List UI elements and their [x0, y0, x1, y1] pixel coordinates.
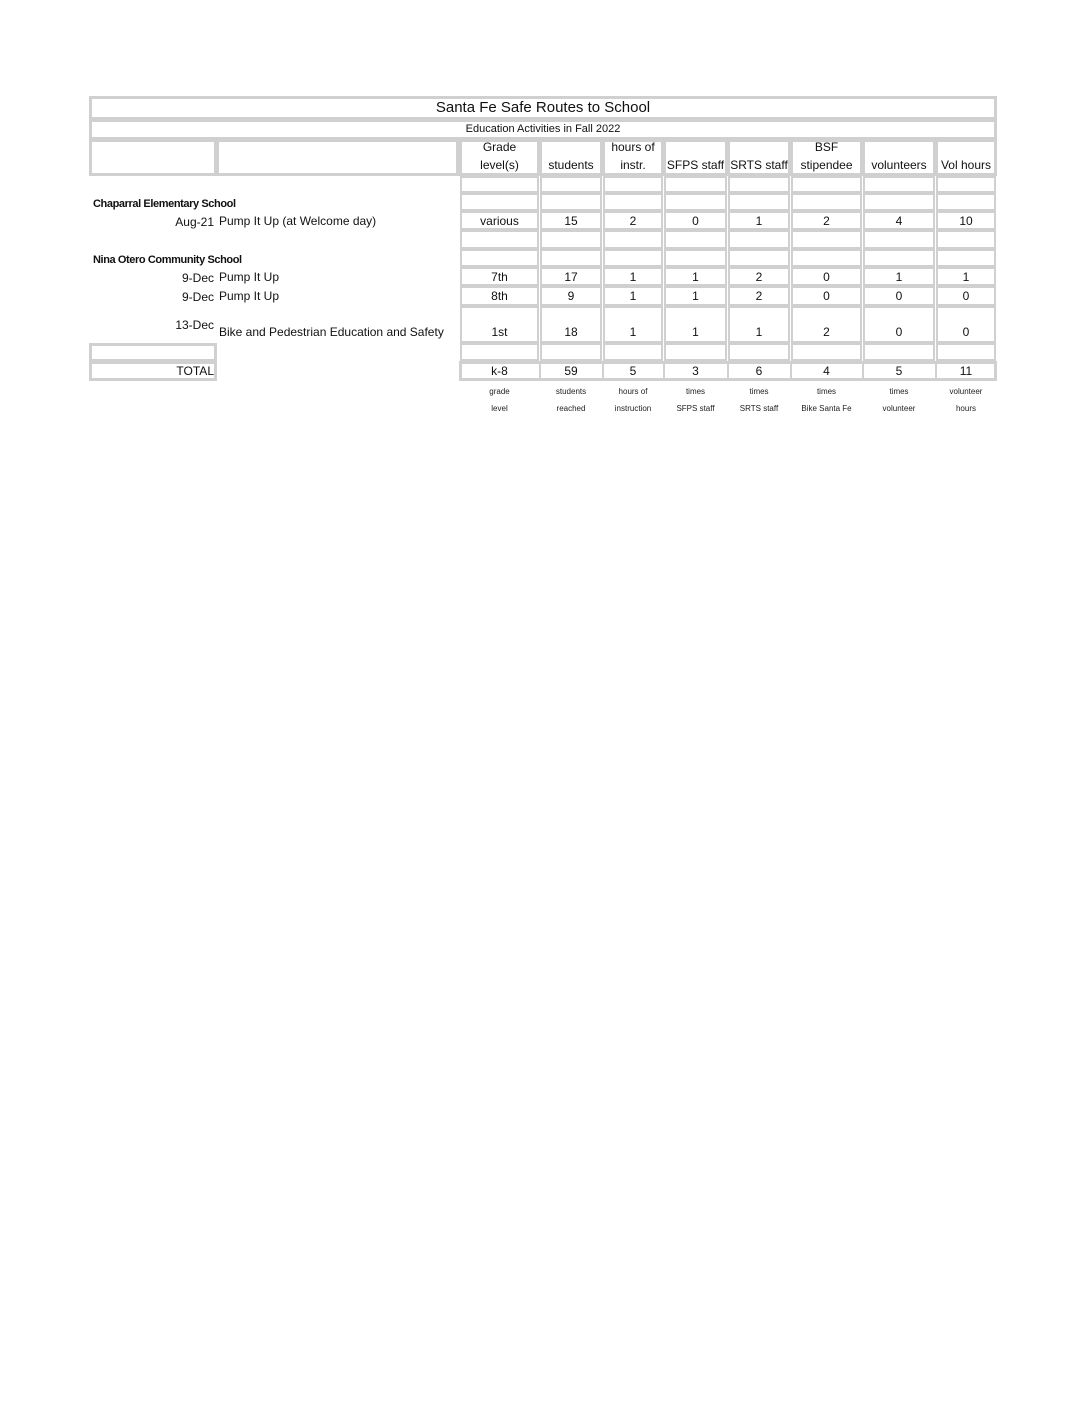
- footer-note-line2: SRTS staff: [739, 404, 779, 413]
- row-activity: Pump It Up: [219, 289, 280, 303]
- header-grade-line2: level(s): [480, 158, 519, 172]
- row-hours: 1: [629, 289, 637, 303]
- footer-note-line2: SFPS staff: [676, 404, 715, 413]
- row-grade: 8th: [491, 289, 508, 303]
- school-name-chaparral: Chaparral Elementary School: [93, 198, 236, 210]
- header-grade-line1: Grade: [482, 140, 517, 154]
- row-sfps: 1: [692, 270, 699, 284]
- header-sfps: SFPS staff: [666, 158, 725, 172]
- total-label: TOTAL: [176, 364, 214, 378]
- row-date: 9-Dec: [181, 290, 214, 304]
- row-volunteers: 0: [895, 289, 903, 303]
- footer-note-line2: instruction: [614, 404, 652, 413]
- row-sfps: 1: [692, 325, 699, 339]
- footer-note-line1: students: [555, 387, 587, 396]
- total-volunteers: 5: [895, 364, 903, 378]
- total-bsf: 4: [823, 364, 830, 378]
- header-cell-date: [89, 139, 217, 176]
- header-vol-hours: Vol hours: [940, 158, 992, 172]
- page-subtitle: Education Activities in Fall 2022: [465, 123, 621, 135]
- header-cell-activity: [216, 139, 459, 176]
- row-hours: 1: [629, 270, 637, 284]
- row-students: 9: [567, 289, 575, 303]
- row-vol-hours: 0: [962, 325, 970, 339]
- row-activity: Pump It Up (at Welcome day): [219, 214, 377, 228]
- row-bsf: 0: [823, 289, 830, 303]
- row-bsf: 0: [823, 270, 830, 284]
- header-volunteers: volunteers: [871, 158, 927, 172]
- header-hours-line1: hours of: [611, 140, 655, 154]
- footer-note-line2: hours: [955, 404, 976, 413]
- school-name-nina-otero: Nina Otero Community School: [93, 254, 242, 266]
- row-volunteers: 1: [895, 270, 903, 284]
- footer-note-line2: level: [491, 404, 508, 413]
- header-bsf-line2: stipendee: [800, 158, 853, 172]
- row-volunteers: 4: [895, 214, 903, 228]
- row-vol-hours: 1: [962, 270, 970, 284]
- row-students: 17: [564, 270, 578, 284]
- header-srts: SRTS staff: [730, 158, 788, 172]
- row-bsf: 2: [823, 325, 830, 339]
- footer-note-line2: Bike Santa Fe: [801, 404, 852, 413]
- row-activity: Pump It Up: [219, 270, 280, 284]
- page-title: Santa Fe Safe Routes to School: [435, 99, 651, 116]
- row-grade: various: [480, 214, 519, 228]
- header-students: students: [548, 158, 594, 172]
- row-date: Aug-21: [175, 215, 214, 229]
- row-vol-hours: 10: [959, 214, 973, 228]
- row-srts: 2: [755, 289, 763, 303]
- footer-note-line1: times: [889, 387, 909, 396]
- total-srts: 6: [755, 364, 763, 378]
- row-srts: 2: [755, 270, 763, 284]
- footer-note-line2: reached: [556, 404, 586, 413]
- row-hours: 1: [629, 325, 637, 339]
- footer-note-line1: volunteer: [949, 387, 983, 396]
- total-sfps: 3: [692, 364, 699, 378]
- footer-note-line2: volunteer: [882, 404, 916, 413]
- row-sfps: 0: [692, 214, 699, 228]
- row-bsf: 2: [823, 214, 830, 228]
- row-volunteers: 0: [895, 325, 903, 339]
- row-grade: 1st: [491, 325, 508, 339]
- header-bsf-line1: BSF: [814, 140, 839, 154]
- footer-note-line1: times: [816, 387, 837, 396]
- row-students: 15: [564, 214, 578, 228]
- row-activity: Bike and Pedestrian Education and Safety: [219, 325, 444, 339]
- footer-note-line1: grade: [489, 387, 510, 396]
- row-srts: 1: [755, 214, 763, 228]
- footer-note-line1: times: [685, 387, 706, 396]
- header-hours-line2: instr.: [620, 158, 646, 172]
- row-grade: 7th: [491, 270, 508, 284]
- total-hours: 5: [629, 364, 637, 378]
- total-vol-hours: 11: [959, 364, 973, 378]
- row-hours: 2: [629, 214, 637, 228]
- footer-note-line1: times: [749, 387, 769, 396]
- row-srts: 1: [755, 325, 763, 339]
- row-date: 9-Dec: [181, 271, 214, 285]
- row-sfps: 1: [692, 289, 699, 303]
- row-date: 13-Dec: [175, 318, 214, 332]
- total-students: 59: [564, 364, 578, 378]
- footer-note-line1: hours of: [618, 387, 648, 396]
- row-students: 18: [564, 325, 578, 339]
- total-grade: k-8: [491, 364, 508, 378]
- row-vol-hours: 0: [962, 289, 970, 303]
